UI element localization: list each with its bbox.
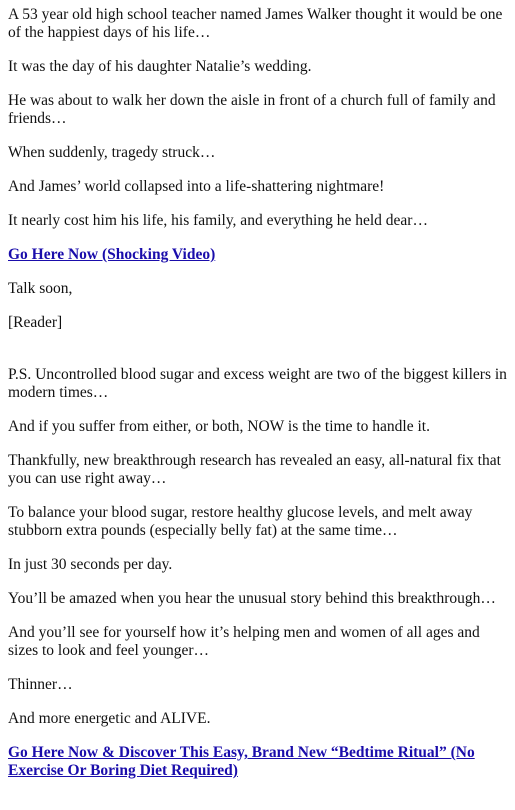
bedtime-ritual-link[interactable]: Go Here Now & Discover This Easy, Brand New “Bedtime Ritual” (No Exercise Or Boring Diet Required) [8,744,475,779]
ps-paragraph-7: And you’ll see for yourself how it’s helping men and women of all ages and sizes to look and feel younger… [8,624,480,659]
story-paragraph-5: And James’ world collapsed into a life-shattering nightmare! [8,178,385,195]
ps-paragraph-2: And if you suffer from either, or both, NOW is the time to handle it. [8,418,430,435]
ps-paragraph-8: Thinner… [8,676,73,693]
story-paragraph-3: He was about to walk her down the aisle in front of a church full of family and friends… [8,92,496,127]
cta-paragraph-2 [8,744,507,780]
story-paragraph-6: It nearly cost him his life, his family, and everything he held dear… [8,212,428,229]
story-paragraph-2: It was the day of his daughter Natalie’s wedding. [8,58,312,75]
ps-paragraph-3: Thankfully, new breakthrough research has revealed an easy, all-natural fix that you can use right away… [8,452,501,487]
story-paragraph-1: A 53 year old high school teacher named James Walker thought it would be one of the happiest days of his life… [8,6,503,41]
ps-paragraph-1: P.S. Uncontrolled blood sugar and excess weight are two of the biggest killers in modern times… [8,366,507,401]
signoff-text: Talk soon, [8,280,73,297]
shocking-video-link[interactable]: Go Here Now (Shocking Video) [8,246,216,263]
story-paragraph-4: When suddenly, tragedy struck… [8,144,216,161]
ps-paragraph-6: You’ll be amazed when you hear the unusual story behind this breakthrough… [8,590,496,607]
signature-text: [Reader] [8,314,63,331]
ps-paragraph-5: In just 30 seconds per day. [8,556,173,573]
ps-paragraph-9: And more energetic and ALIVE. [8,710,211,727]
cta-paragraph-1 [8,246,507,264]
ps-paragraph-4: To balance your blood sugar, restore healthy glucose levels, and melt away stubborn extra pounds (especially belly fat) at the same time… [8,504,473,539]
